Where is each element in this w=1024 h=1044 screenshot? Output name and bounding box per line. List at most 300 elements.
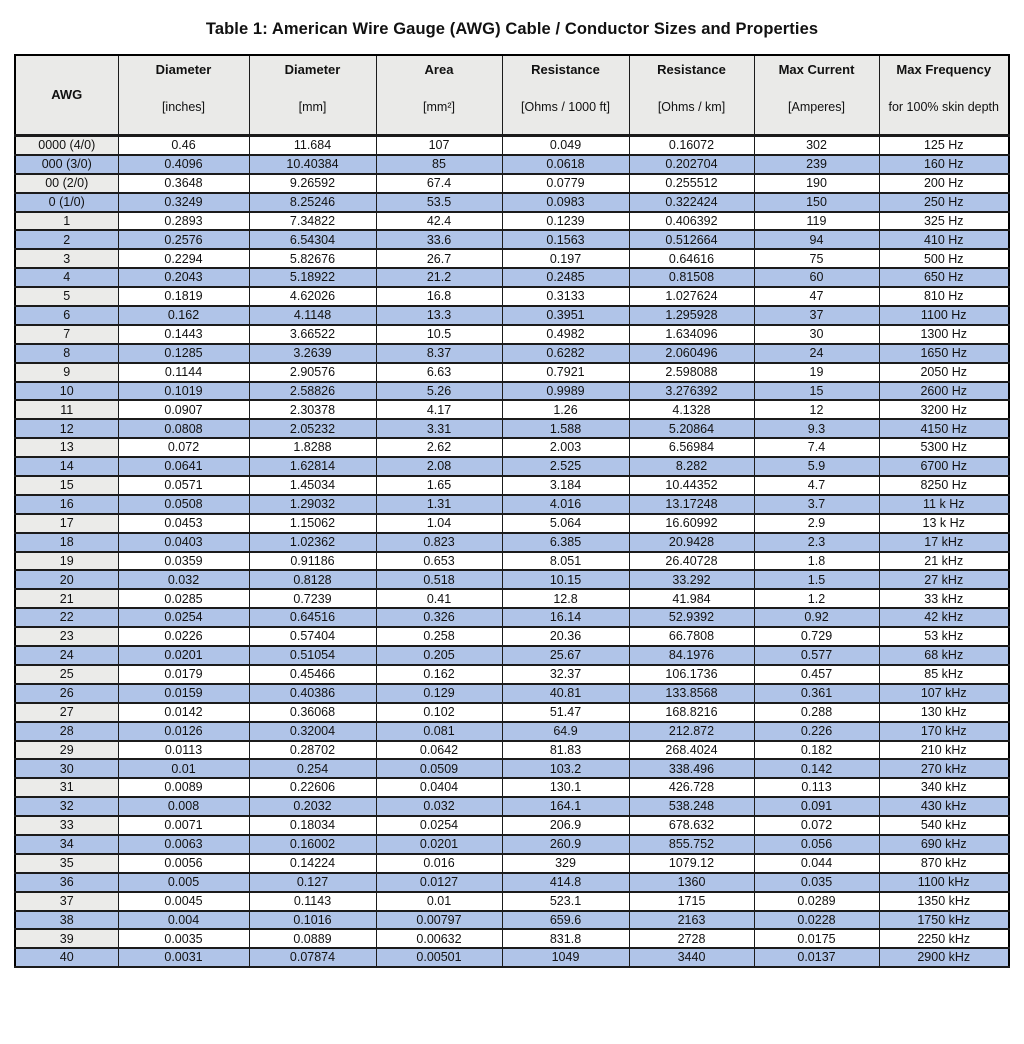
cell-value: 21.2 xyxy=(376,268,502,287)
cell-value: 650 Hz xyxy=(879,268,1009,287)
cell-value: 25.67 xyxy=(502,646,629,665)
cell-value: 0.072 xyxy=(118,438,249,457)
cell-awg-gauge: 26 xyxy=(15,684,118,703)
table-row xyxy=(15,741,1009,760)
col-header-resistance-ft xyxy=(502,55,629,136)
cell-value: 3.184 xyxy=(502,476,629,495)
table-row xyxy=(15,570,1009,589)
cell-awg-gauge: 34 xyxy=(15,835,118,854)
cell-value: 0.102 xyxy=(376,703,502,722)
cell-value: 26.7 xyxy=(376,249,502,268)
cell-value: 190 xyxy=(754,174,879,193)
cell-value: 2250 kHz xyxy=(879,929,1009,948)
cell-value: 500 Hz xyxy=(879,249,1009,268)
cell-value: 0.162 xyxy=(376,665,502,684)
cell-value: 1350 kHz xyxy=(879,892,1009,911)
cell-value: 8.37 xyxy=(376,344,502,363)
cell-value: 0.0056 xyxy=(118,854,249,873)
cell-value: 0.406392 xyxy=(629,212,754,231)
cell-value: 130 kHz xyxy=(879,703,1009,722)
cell-value: 7.34822 xyxy=(249,212,376,231)
cell-value: 2.598088 xyxy=(629,363,754,382)
cell-value: 0.049 xyxy=(502,136,629,155)
cell-value: 0.577 xyxy=(754,646,879,665)
cell-value: 0.3133 xyxy=(502,287,629,306)
cell-value: 1.45034 xyxy=(249,476,376,495)
table-row xyxy=(15,325,1009,344)
cell-value: 8.25246 xyxy=(249,193,376,212)
cell-value: 11.684 xyxy=(249,136,376,155)
col-label: Resistance xyxy=(531,62,600,77)
cell-value: 0.1563 xyxy=(502,230,629,249)
col-label: AWG xyxy=(51,87,83,103)
col-unit: for 100% skin depth xyxy=(888,99,999,114)
cell-awg-gauge: 6 xyxy=(15,306,118,325)
table-row xyxy=(15,155,1009,174)
cell-value: 0.255512 xyxy=(629,174,754,193)
cell-value: 20.9428 xyxy=(629,533,754,552)
col-header-max-current xyxy=(754,55,879,136)
cell-awg-gauge: 39 xyxy=(15,929,118,948)
cell-value: 1100 Hz xyxy=(879,306,1009,325)
col-header-area xyxy=(376,55,502,136)
cell-value: 3.7 xyxy=(754,495,879,514)
cell-value: 0.0359 xyxy=(118,552,249,571)
table-row xyxy=(15,136,1009,155)
cell-value: 0.326 xyxy=(376,608,502,627)
cell-awg-gauge: 30 xyxy=(15,759,118,778)
cell-value: 3.2639 xyxy=(249,344,376,363)
cell-value: 0.032 xyxy=(118,570,249,589)
cell-value: 164.1 xyxy=(502,797,629,816)
cell-value: 0.0201 xyxy=(376,835,502,854)
cell-value: 0.0404 xyxy=(376,778,502,797)
cell-value: 0.3249 xyxy=(118,193,249,212)
cell-value: 3440 xyxy=(629,948,754,967)
table-row xyxy=(15,533,1009,552)
cell-value: 0.64616 xyxy=(629,249,754,268)
cell-value: 103.2 xyxy=(502,759,629,778)
cell-awg-gauge: 13 xyxy=(15,438,118,457)
cell-value: 0.57404 xyxy=(249,627,376,646)
cell-value: 1100 kHz xyxy=(879,873,1009,892)
cell-value: 2.05232 xyxy=(249,419,376,438)
cell-value: 0.004 xyxy=(118,911,249,930)
cell-value: 0.0509 xyxy=(376,759,502,778)
cell-value: 268.4024 xyxy=(629,741,754,760)
cell-value: 130.1 xyxy=(502,778,629,797)
cell-value: 2.9 xyxy=(754,514,879,533)
cell-value: 4.016 xyxy=(502,495,629,514)
cell-value: 0.0254 xyxy=(376,816,502,835)
cell-value: 0.0642 xyxy=(376,741,502,760)
cell-value: 13.3 xyxy=(376,306,502,325)
cell-value: 4.1148 xyxy=(249,306,376,325)
cell-value: 250 Hz xyxy=(879,193,1009,212)
cell-value: 2.30378 xyxy=(249,400,376,419)
cell-value: 1.295928 xyxy=(629,306,754,325)
cell-value: 0.22606 xyxy=(249,778,376,797)
table-row xyxy=(15,665,1009,684)
cell-value: 1.29032 xyxy=(249,495,376,514)
cell-value: 0.0289 xyxy=(754,892,879,911)
col-unit: [Amperes] xyxy=(788,99,845,114)
cell-value: 106.1736 xyxy=(629,665,754,684)
cell-awg-gauge: 25 xyxy=(15,665,118,684)
cell-value: 68 kHz xyxy=(879,646,1009,665)
cell-value: 0.0285 xyxy=(118,589,249,608)
cell-value: 0.00501 xyxy=(376,948,502,967)
cell-value: 0.45466 xyxy=(249,665,376,684)
cell-value: 2.08 xyxy=(376,457,502,476)
cell-value: 42 kHz xyxy=(879,608,1009,627)
cell-awg-gauge: 27 xyxy=(15,703,118,722)
cell-value: 60 xyxy=(754,268,879,287)
table-row xyxy=(15,438,1009,457)
cell-value: 1360 xyxy=(629,873,754,892)
cell-value: 0.2576 xyxy=(118,230,249,249)
cell-value: 0.0071 xyxy=(118,816,249,835)
cell-value: 1650 Hz xyxy=(879,344,1009,363)
awg-properties-table xyxy=(14,54,1010,968)
cell-awg-gauge: 31 xyxy=(15,778,118,797)
cell-value: 160 Hz xyxy=(879,155,1009,174)
cell-value: 53.5 xyxy=(376,193,502,212)
cell-value: 1.26 xyxy=(502,400,629,419)
cell-value: 690 kHz xyxy=(879,835,1009,854)
cell-value: 42.4 xyxy=(376,212,502,231)
col-unit: [mm] xyxy=(298,99,327,114)
cell-value: 1.634096 xyxy=(629,325,754,344)
cell-value: 41.984 xyxy=(629,589,754,608)
cell-value: 0.36068 xyxy=(249,703,376,722)
cell-value: 0.6282 xyxy=(502,344,629,363)
cell-value: 30 xyxy=(754,325,879,344)
cell-awg-gauge: 40 xyxy=(15,948,118,967)
cell-value: 1.5 xyxy=(754,570,879,589)
cell-value: 1.588 xyxy=(502,419,629,438)
cell-value: 125 Hz xyxy=(879,136,1009,155)
table-row xyxy=(15,627,1009,646)
cell-value: 523.1 xyxy=(502,892,629,911)
cell-value: 270 kHz xyxy=(879,759,1009,778)
cell-value: 0.0228 xyxy=(754,911,879,930)
cell-awg-gauge: 17 xyxy=(15,514,118,533)
cell-value: 0.16072 xyxy=(629,136,754,155)
table-row xyxy=(15,646,1009,665)
cell-value: 0.0031 xyxy=(118,948,249,967)
cell-value: 2.62 xyxy=(376,438,502,457)
cell-value: 8.282 xyxy=(629,457,754,476)
cell-value: 0.2294 xyxy=(118,249,249,268)
cell-value: 0.07874 xyxy=(249,948,376,967)
cell-value: 0.044 xyxy=(754,854,879,873)
cell-value: 0.0045 xyxy=(118,892,249,911)
cell-value: 410 Hz xyxy=(879,230,1009,249)
cell-value: 0.1144 xyxy=(118,363,249,382)
cell-value: 659.6 xyxy=(502,911,629,930)
cell-value: 0.457 xyxy=(754,665,879,684)
cell-value: 0.0142 xyxy=(118,703,249,722)
table-row xyxy=(15,703,1009,722)
cell-value: 0.258 xyxy=(376,627,502,646)
cell-value: 0.0175 xyxy=(754,929,879,948)
col-header-diameter-inches xyxy=(118,55,249,136)
table-row xyxy=(15,589,1009,608)
cell-value: 212.872 xyxy=(629,722,754,741)
col-label: Resistance xyxy=(657,62,726,77)
cell-value: 2.060496 xyxy=(629,344,754,363)
cell-awg-gauge: 36 xyxy=(15,873,118,892)
cell-value: 0.0508 xyxy=(118,495,249,514)
cell-value: 0.1285 xyxy=(118,344,249,363)
cell-value: 33 kHz xyxy=(879,589,1009,608)
cell-awg-gauge: 00 (2/0) xyxy=(15,174,118,193)
cell-value: 15 xyxy=(754,382,879,401)
cell-value: 239 xyxy=(754,155,879,174)
cell-value: 119 xyxy=(754,212,879,231)
cell-value: 3.31 xyxy=(376,419,502,438)
col-unit: [mm²] xyxy=(423,99,455,114)
col-label: Diameter xyxy=(284,62,341,77)
cell-value: 2.90576 xyxy=(249,363,376,382)
cell-value: 13 k Hz xyxy=(879,514,1009,533)
cell-value: 0.0179 xyxy=(118,665,249,684)
cell-value: 7.4 xyxy=(754,438,879,457)
cell-value: 2.58826 xyxy=(249,382,376,401)
cell-value: 0.205 xyxy=(376,646,502,665)
table-row xyxy=(15,212,1009,231)
cell-value: 0.2893 xyxy=(118,212,249,231)
cell-value: 0.2032 xyxy=(249,797,376,816)
cell-value: 1.65 xyxy=(376,476,502,495)
cell-value: 325 Hz xyxy=(879,212,1009,231)
cell-value: 0.0403 xyxy=(118,533,249,552)
cell-awg-gauge: 0000 (4/0) xyxy=(15,136,118,155)
cell-value: 0.182 xyxy=(754,741,879,760)
cell-value: 0.032 xyxy=(376,797,502,816)
cell-value: 0.01 xyxy=(118,759,249,778)
col-label: Area xyxy=(424,62,454,77)
cell-value: 0.0226 xyxy=(118,627,249,646)
col-label: Max Frequency xyxy=(896,62,992,77)
cell-value: 5.82676 xyxy=(249,249,376,268)
cell-value: 0.035 xyxy=(754,873,879,892)
cell-awg-gauge: 24 xyxy=(15,646,118,665)
cell-value: 133.8568 xyxy=(629,684,754,703)
cell-value: 1.15062 xyxy=(249,514,376,533)
cell-value: 0.40386 xyxy=(249,684,376,703)
cell-value: 9.3 xyxy=(754,419,879,438)
cell-value: 0.0618 xyxy=(502,155,629,174)
cell-awg-gauge: 19 xyxy=(15,552,118,571)
cell-value: 6700 Hz xyxy=(879,457,1009,476)
cell-value: 0.2485 xyxy=(502,268,629,287)
cell-value: 0.0983 xyxy=(502,193,629,212)
cell-value: 0.7921 xyxy=(502,363,629,382)
cell-awg-gauge: 5 xyxy=(15,287,118,306)
col-unit: [Ohms / km] xyxy=(657,99,726,114)
cell-value: 66.7808 xyxy=(629,627,754,646)
cell-awg-gauge: 8 xyxy=(15,344,118,363)
cell-value: 3200 Hz xyxy=(879,400,1009,419)
cell-value: 2900 kHz xyxy=(879,948,1009,967)
cell-value: 206.9 xyxy=(502,816,629,835)
cell-value: 52.9392 xyxy=(629,608,754,627)
cell-awg-gauge: 4 xyxy=(15,268,118,287)
cell-awg-gauge: 14 xyxy=(15,457,118,476)
table-row xyxy=(15,722,1009,741)
cell-value: 6.56984 xyxy=(629,438,754,457)
cell-awg-gauge: 0 (1/0) xyxy=(15,193,118,212)
cell-awg-gauge: 2 xyxy=(15,230,118,249)
table-row xyxy=(15,287,1009,306)
cell-awg-gauge: 16 xyxy=(15,495,118,514)
cell-awg-gauge: 000 (3/0) xyxy=(15,155,118,174)
cell-value: 4.62026 xyxy=(249,287,376,306)
cell-value: 1.2 xyxy=(754,589,879,608)
cell-value: 2050 Hz xyxy=(879,363,1009,382)
cell-value: 260.9 xyxy=(502,835,629,854)
cell-value: 27 kHz xyxy=(879,570,1009,589)
cell-awg-gauge: 35 xyxy=(15,854,118,873)
cell-value: 0.0779 xyxy=(502,174,629,193)
cell-value: 47 xyxy=(754,287,879,306)
table-row xyxy=(15,363,1009,382)
cell-value: 4.17 xyxy=(376,400,502,419)
cell-value: 1.027624 xyxy=(629,287,754,306)
cell-value: 1079.12 xyxy=(629,854,754,873)
table-row xyxy=(15,457,1009,476)
table-row xyxy=(15,948,1009,967)
cell-value: 0.8128 xyxy=(249,570,376,589)
cell-value: 2600 Hz xyxy=(879,382,1009,401)
cell-value: 0.162 xyxy=(118,306,249,325)
table-row xyxy=(15,929,1009,948)
cell-value: 20.36 xyxy=(502,627,629,646)
cell-value: 0.008 xyxy=(118,797,249,816)
cell-value: 8.051 xyxy=(502,552,629,571)
table-row xyxy=(15,892,1009,911)
cell-value: 0.0113 xyxy=(118,741,249,760)
table-row xyxy=(15,835,1009,854)
col-header-resistance-km xyxy=(629,55,754,136)
table-row xyxy=(15,911,1009,930)
cell-awg-gauge: 37 xyxy=(15,892,118,911)
table-row xyxy=(15,552,1009,571)
cell-value: 0.254 xyxy=(249,759,376,778)
cell-value: 6.63 xyxy=(376,363,502,382)
cell-value: 0.0137 xyxy=(754,948,879,967)
cell-value: 4.7 xyxy=(754,476,879,495)
cell-value: 0.202704 xyxy=(629,155,754,174)
cell-value: 168.8216 xyxy=(629,703,754,722)
cell-value: 0.081 xyxy=(376,722,502,741)
cell-value: 0.127 xyxy=(249,873,376,892)
cell-value: 0.1143 xyxy=(249,892,376,911)
cell-value: 0.1443 xyxy=(118,325,249,344)
cell-value: 26.40728 xyxy=(629,552,754,571)
cell-value: 0.32004 xyxy=(249,722,376,741)
cell-value: 0.3951 xyxy=(502,306,629,325)
table-row xyxy=(15,816,1009,835)
cell-value: 6.54304 xyxy=(249,230,376,249)
cell-value: 538.248 xyxy=(629,797,754,816)
cell-value: 107 xyxy=(376,136,502,155)
cell-value: 0.1239 xyxy=(502,212,629,231)
cell-value: 0.072 xyxy=(754,816,879,835)
cell-value: 0.0063 xyxy=(118,835,249,854)
cell-value: 3.66522 xyxy=(249,325,376,344)
cell-value: 0.1016 xyxy=(249,911,376,930)
table-row xyxy=(15,344,1009,363)
cell-value: 13.17248 xyxy=(629,495,754,514)
cell-value: 1.8 xyxy=(754,552,879,571)
cell-value: 5.20864 xyxy=(629,419,754,438)
cell-value: 19 xyxy=(754,363,879,382)
cell-awg-gauge: 1 xyxy=(15,212,118,231)
cell-value: 1.8288 xyxy=(249,438,376,457)
cell-value: 0.0254 xyxy=(118,608,249,627)
cell-value: 4150 Hz xyxy=(879,419,1009,438)
cell-value: 0.361 xyxy=(754,684,879,703)
cell-value: 0.0126 xyxy=(118,722,249,741)
cell-value: 870 kHz xyxy=(879,854,1009,873)
cell-value: 0.01 xyxy=(376,892,502,911)
cell-value: 0.518 xyxy=(376,570,502,589)
cell-value: 33.6 xyxy=(376,230,502,249)
cell-value: 0.4096 xyxy=(118,155,249,174)
cell-value: 3.276392 xyxy=(629,382,754,401)
table-row xyxy=(15,854,1009,873)
cell-value: 0.51054 xyxy=(249,646,376,665)
cell-value: 414.8 xyxy=(502,873,629,892)
cell-value: 0.322424 xyxy=(629,193,754,212)
cell-value: 40.81 xyxy=(502,684,629,703)
cell-awg-gauge: 3 xyxy=(15,249,118,268)
cell-value: 10.40384 xyxy=(249,155,376,174)
cell-value: 84.1976 xyxy=(629,646,754,665)
cell-value: 329 xyxy=(502,854,629,873)
cell-value: 2163 xyxy=(629,911,754,930)
table-row xyxy=(15,514,1009,533)
cell-value: 210 kHz xyxy=(879,741,1009,760)
cell-value: 0.0889 xyxy=(249,929,376,948)
cell-value: 0.142 xyxy=(754,759,879,778)
table-row xyxy=(15,797,1009,816)
cell-value: 0.41 xyxy=(376,589,502,608)
cell-value: 10.5 xyxy=(376,325,502,344)
cell-value: 0.28702 xyxy=(249,741,376,760)
cell-awg-gauge: 15 xyxy=(15,476,118,495)
cell-value: 0.288 xyxy=(754,703,879,722)
cell-value: 0.00797 xyxy=(376,911,502,930)
table-row xyxy=(15,230,1009,249)
table-row xyxy=(15,268,1009,287)
cell-value: 1750 kHz xyxy=(879,911,1009,930)
cell-value: 1715 xyxy=(629,892,754,911)
table-body xyxy=(15,136,1009,968)
table-row xyxy=(15,778,1009,797)
cell-value: 0.16002 xyxy=(249,835,376,854)
cell-value: 0.0453 xyxy=(118,514,249,533)
cell-value: 0.0907 xyxy=(118,400,249,419)
cell-value: 200 Hz xyxy=(879,174,1009,193)
cell-awg-gauge: 29 xyxy=(15,741,118,760)
cell-awg-gauge: 22 xyxy=(15,608,118,627)
cell-value: 540 kHz xyxy=(879,816,1009,835)
cell-value: 430 kHz xyxy=(879,797,1009,816)
